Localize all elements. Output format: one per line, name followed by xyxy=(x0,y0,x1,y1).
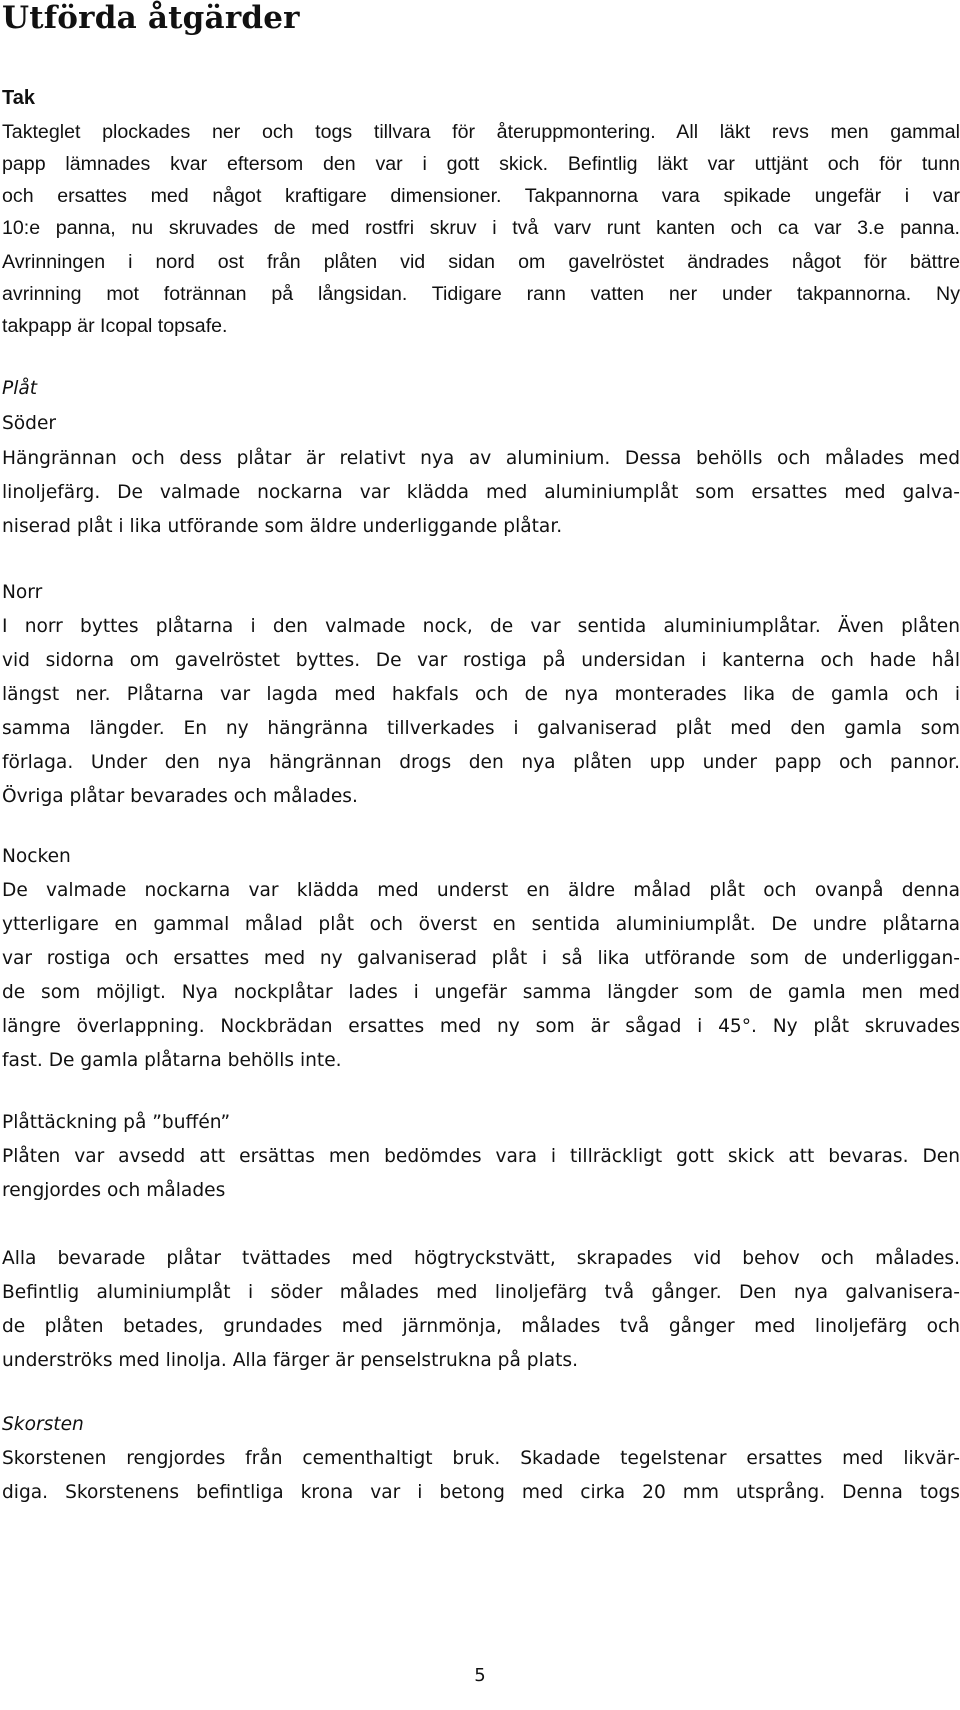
text-line: underströks med linolja. Alla färger är penselstrukna på plats. xyxy=(2,1350,579,1371)
text-line: Övriga plåtar bevarades och målades. xyxy=(2,786,358,807)
paragraph-buffen xyxy=(2,1140,960,1208)
text-line: Plåten var avsedd att ersättas men bedömdes vara i tillräckligt gott skick att bevaras. Den xyxy=(2,1146,960,1167)
text-line: I norr byttes plåtarna i den valmade nock, de var sentida aluminiumplåtar. Även plåten xyxy=(2,616,960,637)
paragraph-skorsten xyxy=(2,1442,960,1510)
text-line: papp lämnades kvar eftersom den var i gott skick. Befintlig läkt var uttjänt och för tunn xyxy=(2,153,960,175)
text-line: linoljefärg. De valmade nockarna var klädda med aluminiumplåt som ersattes med galva- xyxy=(2,482,960,503)
text-line: de plåten betades, grundades med järnmönja, målades två gånger med linoljefärg och xyxy=(2,1316,960,1337)
paragraph-norr xyxy=(2,610,960,814)
text-line: Skorstenen rengjordes från cementhaltigt bruk. Skadade tegelstenar ersattes med likvär- xyxy=(2,1448,960,1469)
text-line: samma längder. En ny hängränna tillverkades i galvaniserad plåt med den gamla som xyxy=(2,718,960,739)
text-line: ytterligare en gammal målad plåt och överst en sentida aluminiumplåt. De undre plåtarna xyxy=(2,914,960,935)
text-line: var rostiga och ersattes med ny galvaniserad plåt i så lika utförande som de underliggan- xyxy=(2,948,960,969)
paragraph-tak xyxy=(2,116,960,342)
text-line: Hängrännan och dess plåtar är relativt nya av aluminium. Dessa behölls och målades med xyxy=(2,448,960,469)
section-heading-nocken: Nocken xyxy=(2,846,71,867)
text-line: niserad plåt i lika utförande som äldre underliggande plåtar. xyxy=(2,516,563,537)
text-line: takpapp är Icopal topsafe. xyxy=(2,315,228,337)
text-line: Befintlig aluminiumplåt i söder målades med linoljefärg två gånger. Den nya galvanisera- xyxy=(2,1282,960,1303)
text-line: Alla bevarade plåtar tvättades med högtryckstvätt, skrapades vid behov och målades. xyxy=(2,1248,960,1269)
paragraph-bevarade xyxy=(2,1242,960,1378)
text-line: längre överlappning. Nockbrädan ersattes med ny som är sågad i 45°. Ny plåt skruvades xyxy=(2,1016,960,1037)
page-number: 5 xyxy=(474,1665,486,1686)
section-heading-tak: Tak xyxy=(2,87,35,109)
text-line: förlaga. Under den nya hängrännan drogs den nya plåten upp under papp och pannor. xyxy=(2,752,960,773)
section-heading-plat: Plåt xyxy=(2,378,38,399)
text-line: de som möjligt. Nya nockplåtar lades i ungefär samma längder som de gamla men med xyxy=(2,982,960,1003)
text-line: vid sidorna om gavelröstet byttes. De var rostiga på undersidan i kanterna och hade hål xyxy=(2,650,960,671)
subheading-soder: Söder xyxy=(2,413,57,434)
text-line: De valmade nockarna var klädda med underst en äldre målad plåt och ovanpå denna xyxy=(2,880,960,901)
section-heading-skorsten: Skorsten xyxy=(2,1414,84,1435)
text-line: och ersattes med något kraftigare dimensioner. Takpannorna vara spikade ungefär i var xyxy=(2,185,960,207)
text-line: Avrinningen i nord ost från plåten vid sidan om gavelröstet ändrades något för bättre xyxy=(2,251,960,273)
text-line: avrinning mot fotrännan på långsidan. Tidigare rann vatten ner under takpannorna. Ny xyxy=(2,283,960,305)
paragraph-nocken xyxy=(2,874,960,1078)
text-line: rengjordes och målades xyxy=(2,1180,226,1201)
text-line: 10:e panna, nu skruvades de med rostfri skruv i två varv runt kanten och ca var 3.e panna. xyxy=(2,217,960,239)
text-line: Takteglet plockades ner och togs tillvara för återuppmontering. All läkt revs men gammal xyxy=(2,121,960,143)
section-heading-buffen: Plåttäckning på ”buffén” xyxy=(2,1112,231,1133)
text-line: fast. De gamla plåtarna behölls inte. xyxy=(2,1050,342,1071)
page-title: Utförda åtgärder xyxy=(2,0,300,36)
text-line: diga. Skorstenens befintliga krona var i betong med cirka 20 mm utsprång. Denna togs xyxy=(2,1482,960,1503)
text-line: längst ner. Plåtarna var lagda med hakfals och de nya monterades lika de gamla och i xyxy=(2,684,960,705)
section-heading-norr: Norr xyxy=(2,582,43,603)
paragraph-soder xyxy=(2,442,960,544)
